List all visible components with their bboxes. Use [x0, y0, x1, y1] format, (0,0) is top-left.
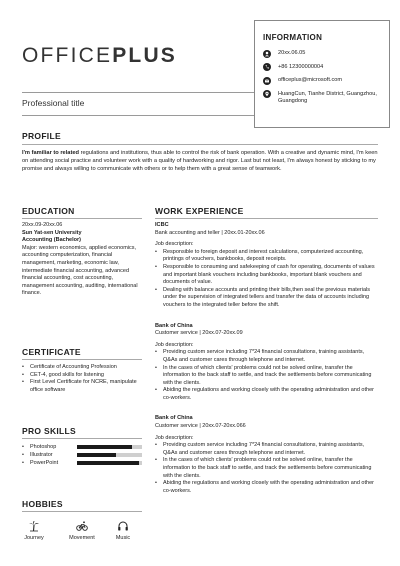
job-company: ICBC [155, 222, 169, 228]
job-bullet: • Dealing with balance accounts and printing their bills,then seal the previous materials under the supervision of integrated tellers and transfer the data of accounts including vouchers to the integrated teller before the shift. [155, 287, 380, 310]
job-bullet: • In the cases of which clients' problems could not be solved online, transfer the information to the back staff to settle, and track the settlements before communicating with the clients. [155, 365, 380, 388]
job-role: Bank accounting and teller | 20xx.01-20xx.06 [155, 229, 265, 236]
hobby-label: Journey [24, 535, 44, 541]
skill-bar [77, 453, 142, 457]
info-phone [263, 64, 381, 72]
skills-divider [22, 438, 142, 439]
profile-lead: I'm familiar to related [22, 150, 79, 156]
job-description-label: Job description: [155, 241, 194, 248]
job-bullet: • Providing custom service including 7*24 financial consultations, training assistants, Q&As and customer cares through telephone and internet. [155, 442, 380, 457]
hobby-journey [14, 520, 54, 541]
certificate-item: • Certificate of Accounting Profession [22, 364, 142, 372]
job-bullet: • Responsible to foreign deposit and interest calculations, computerized accounting, printings of vouchers, bankbooks, deposit receipts. [155, 249, 380, 264]
skill-name: • PowerPoint [22, 460, 77, 466]
job-bullets [155, 442, 380, 495]
certificate-item: • CET-4, good skills for listening [22, 372, 142, 380]
profile-text [22, 149, 378, 174]
name-light: OFFICE [22, 44, 113, 67]
mail-icon [263, 77, 271, 85]
skill-row [22, 443, 142, 451]
job-bullet: • Abiding the regulations and working closely with the operating administration and other co-workers. [155, 387, 380, 402]
certificate-item: • First Level Certificate for NCRE, manipulate office software [22, 379, 142, 394]
info-address [263, 91, 381, 105]
hobby-label: Music [115, 535, 131, 541]
information-heading: INFORMATION [263, 33, 323, 42]
job-bullet: • Abiding the regulations and working closely with the operating administration and other co-workers. [155, 480, 380, 495]
education-divider [22, 218, 142, 219]
info-birth [263, 50, 381, 58]
skill-bar-fill [77, 461, 139, 465]
headphones-icon [117, 520, 129, 532]
work-heading: WORK EXPERIENCE [155, 206, 244, 216]
palm-tree-icon [28, 520, 40, 532]
hobby-movement [62, 520, 102, 541]
profile-heading: PROFILE [22, 131, 61, 141]
job-bullets [155, 249, 380, 310]
education-heading: EDUCATION [22, 206, 75, 216]
job-bullet: • In the cases of which clients' problems could not be solved online, transfer the information to the back staff to settle, and track the settlements before communicating with the clients. [155, 457, 380, 480]
job-entry [155, 222, 380, 310]
job-bullets [155, 349, 380, 402]
job-entry [155, 323, 380, 403]
education-degree: Accounting (Bachelor) [22, 237, 81, 244]
job-description-label: Job description: [155, 341, 194, 348]
profile-divider [22, 144, 378, 145]
info-address-text: HuangCun, Tianhe District, Guangzhou, Guangdong [278, 90, 377, 104]
job-company: Bank of China [155, 415, 193, 422]
education-major: Major: western economics, applied economics, accounting computerization, financial management, marketing, economic law, intermediate financial accounting, advanced financial accounting, cost accounting, management accounting, auditing, international finance. [22, 244, 138, 297]
info-email [263, 77, 381, 85]
education-period: 20xx.09-20xx.06 [22, 222, 63, 228]
info-birth-text: 20xx.06.05 [278, 50, 306, 56]
job-bullet: • Responsible to consuming and safekeeping of cash for operating, documents of values and important blank vouchers including bankbooks, important blank vouchers and documents of value. [155, 264, 380, 287]
information-box [254, 20, 390, 128]
skill-bar-fill [77, 445, 133, 449]
skill-row [22, 459, 142, 467]
resume-name [22, 44, 177, 68]
hobbies-divider [22, 511, 142, 512]
education-block [22, 222, 142, 298]
job-bullet: • Providing custom service including 7*24 financial consultations, training assistants, Q&As and customer cares through telephone and internet. [155, 349, 380, 364]
job-role: Customer service | 20xx.07-20xx.09 [155, 330, 243, 337]
skill-bar [77, 445, 142, 449]
job-entry [155, 415, 380, 495]
professional-title: Professional title [22, 98, 85, 108]
skills-heading: PRO SKILLS [22, 426, 77, 436]
work-divider [155, 218, 378, 219]
bicycle-icon [76, 520, 88, 532]
skill-bar-fill [77, 453, 116, 457]
job-description-label: Job description: [155, 434, 194, 441]
certificate-divider [22, 359, 142, 360]
job-role: Customer service | 20xx.07-20xx.066 [155, 423, 246, 430]
skill-name: • Illustrator [22, 452, 77, 458]
certificate-heading: CERTIFICATE [22, 347, 81, 357]
skill-row [22, 451, 142, 459]
hobbies-heading: HOBBIES [22, 499, 63, 509]
hobby-label: Movement [69, 535, 95, 541]
skill-name: • Photoshop [22, 444, 77, 450]
name-bold: PLUS [112, 44, 178, 67]
education-school: Sun Yat-sen University [22, 229, 82, 236]
profile-body: regulations and institutions, thus able to control the risk of bank operation. With a creative and dynamic mind, I'm keen on attending social practice and volunteer work with a quality of hardworking and rigor. Last but not least, I'm always honest by sticking to my promise and always willing to communicate with others or to help them with a great sense of teamwork. [22, 150, 378, 173]
work-list [155, 222, 380, 495]
location-icon [263, 90, 271, 98]
info-phone-text: +86 12300000004 [278, 63, 324, 70]
job-company: Bank of China [155, 322, 193, 329]
hobby-music [103, 520, 143, 541]
info-email-text[interactable]: officeplus@microsoft.com [278, 77, 343, 83]
skills-list [22, 443, 142, 467]
phone-icon [263, 63, 271, 71]
skill-bar [77, 461, 142, 465]
certificate-list [22, 364, 142, 394]
user-icon [263, 50, 271, 58]
